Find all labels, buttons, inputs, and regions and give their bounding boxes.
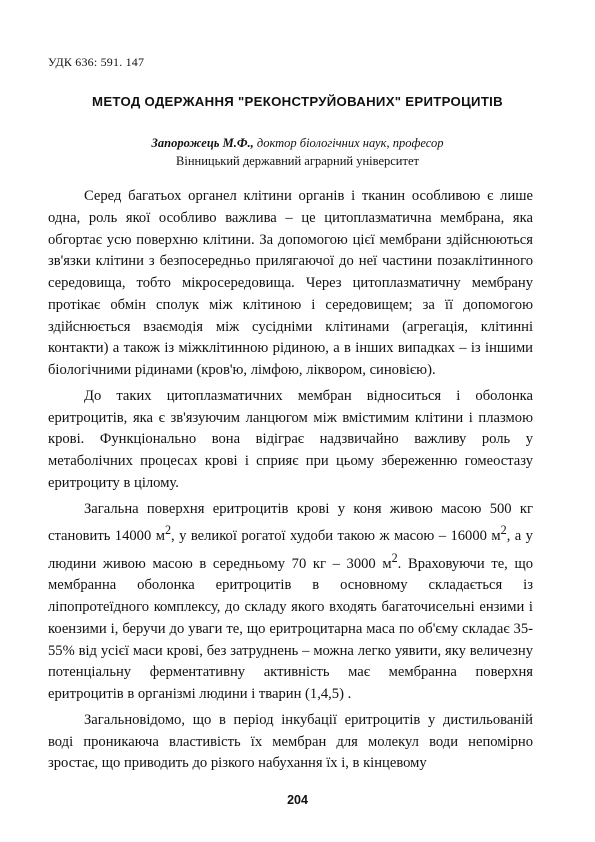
article-body bbox=[48, 186, 533, 775]
para3-text-e: Враховуючи те, що мембранна оболонка еритроцитів в основному складається із ліпопротеїдного комплексу, до складу якого входять багаточисельні ензими і коензими і, беручи до уваги те, що еритроцитарна маса по об'єму складає 35-55% від усієї маси крові, без затруднень – можна легко уявити, яку величезну потенціальну ферментативну активність має мембранна поверхня еритроцитів в організмі людини і тварин (1,4,5) . bbox=[48, 555, 533, 703]
superscript: 2 bbox=[164, 523, 172, 538]
para3-text-d: . bbox=[397, 555, 402, 572]
para3-text-c: , а у людини живою масою в середньому 70 кг – 3000 м bbox=[48, 528, 533, 572]
author-affiliation: Вінницький державний аграрний університет bbox=[176, 154, 419, 168]
para3-text-b: , у великої рогатої худоби такою ж масою – 16000 м bbox=[171, 528, 501, 545]
paragraph-1: Серед багатьох органел клітини органів і тканин особливою є лише одна, роль якої особливо важлива – це цитоплазматична мембрана, яка обгортає усю поверхню клітини. За допомогою цієї мембрани здійснюються зв'язки клітини з безпосередньо прилягаючої до неї частини позаклітинного середовища, тобто мікросередовища. Через цитоплазматичну мембрану протікає обмін сполук між клітиною і середовищем; за її допомогою здійснюється взаємодія між сусідніми клітинами (агрегація, клітинні контакти) а також із міжклітинною рідиною, а в інших випадках – із іншими біологічними рідинами (кров'ю, лімфою, ліквором, синовією). bbox=[48, 188, 533, 378]
paragraph-3 bbox=[48, 499, 533, 706]
page-number: 204 bbox=[287, 793, 308, 807]
udk-code: УДК 636: 591. 147 bbox=[48, 55, 145, 69]
para3-text-a: Загальна поверхня еритроцитів крові у коня живою масою 500 кг становить 14000 м bbox=[48, 500, 533, 545]
paragraph-4: Загальновідомо, що в період інкубації еритроцитів у дистильованій воді проникаюча властивість їх мембран для молекул води непомірно зростає, що приводить до різкого набухання їх і, в кінцевому bbox=[48, 711, 533, 772]
author-line bbox=[0, 136, 595, 151]
author-name: Запорожець М.Ф., bbox=[151, 136, 254, 150]
superscript: 2 bbox=[500, 523, 507, 538]
article-title: МЕТОД ОДЕРЖАННЯ "РЕКОНСТРУЙОВАНИХ" ЕРИТРОЦИТІВ bbox=[92, 94, 503, 109]
paragraph-2: До таких цитоплазматичних мембран відноситься і оболонка еритроцитів, яка є зв'язуючим ланцюгом між вмістимим клітини і плазмою крові. Функціонально вона відіграє надзвичайно важливу роль у метаболічних процесах крові і сприяє при цьому збереженню гомеостазу еритроциту в цілому. bbox=[48, 387, 533, 491]
superscript: 2 bbox=[391, 550, 398, 565]
author-degree: доктор біологічних наук, професор bbox=[253, 136, 444, 150]
